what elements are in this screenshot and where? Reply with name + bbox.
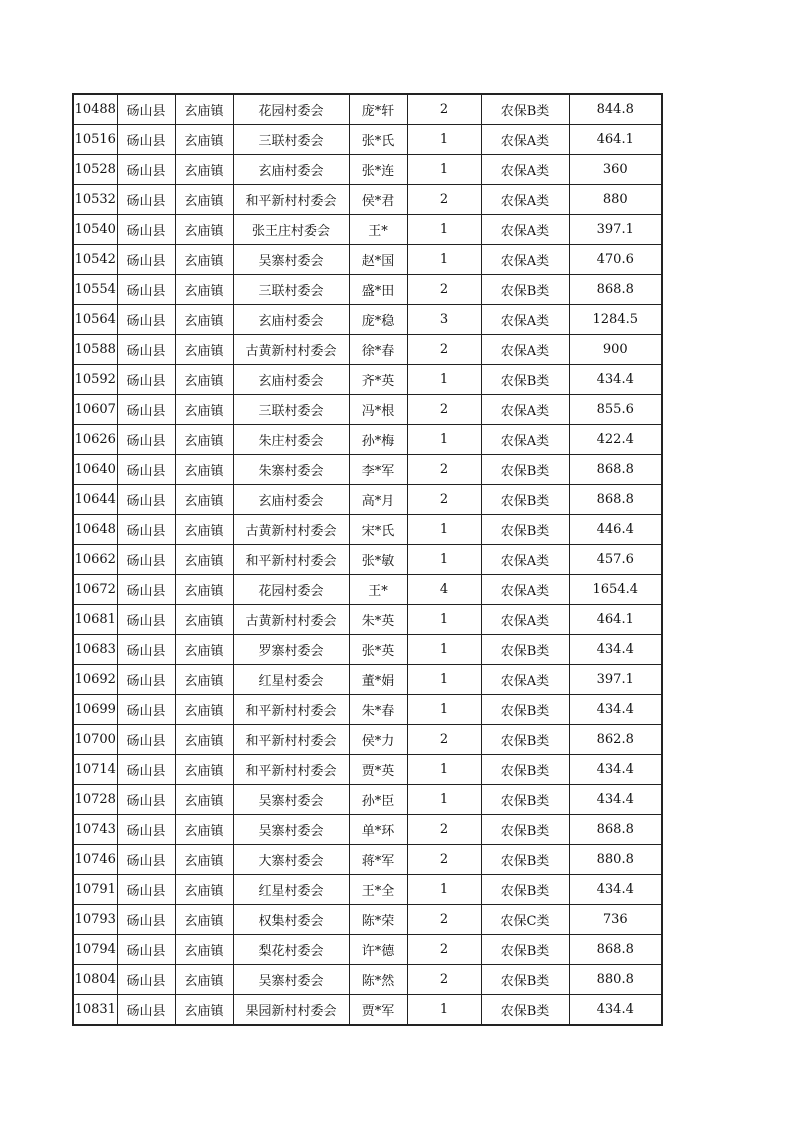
village-cell: 梨花村委会	[233, 935, 349, 965]
amount-cell: 880	[569, 185, 662, 215]
category-cell: 农保A类	[481, 245, 569, 275]
name-cell: 王*全	[349, 875, 407, 905]
county-cell: 砀山县	[117, 335, 175, 365]
town-cell: 玄庙镇	[175, 725, 233, 755]
table-row	[73, 725, 662, 755]
category-cell: 农保B类	[481, 365, 569, 395]
id-cell: 10542	[73, 245, 117, 275]
village-cell: 玄庙村委会	[233, 155, 349, 185]
village-cell: 吴寨村委会	[233, 245, 349, 275]
amount-cell: 1654.4	[569, 575, 662, 605]
town-cell: 玄庙镇	[175, 455, 233, 485]
count-cell: 1	[407, 755, 481, 785]
category-cell: 农保B类	[481, 455, 569, 485]
county-cell: 砀山县	[117, 815, 175, 845]
id-cell: 10681	[73, 605, 117, 635]
count-cell: 1	[407, 785, 481, 815]
table-row	[73, 875, 662, 905]
amount-cell: 880.8	[569, 965, 662, 995]
village-cell: 花园村委会	[233, 575, 349, 605]
category-cell: 农保A类	[481, 185, 569, 215]
county-cell: 砀山县	[117, 94, 175, 125]
county-cell: 砀山县	[117, 905, 175, 935]
count-cell: 2	[407, 185, 481, 215]
table-row	[73, 425, 662, 455]
town-cell: 玄庙镇	[175, 245, 233, 275]
table-row	[73, 635, 662, 665]
county-cell: 砀山县	[117, 785, 175, 815]
id-cell: 10640	[73, 455, 117, 485]
count-cell: 1	[407, 215, 481, 245]
count-cell: 2	[407, 905, 481, 935]
table-body	[73, 94, 662, 1025]
amount-cell: 360	[569, 155, 662, 185]
table-row	[73, 125, 662, 155]
count-cell: 2	[407, 725, 481, 755]
table-row	[73, 995, 662, 1026]
id-cell: 10714	[73, 755, 117, 785]
name-cell: 庞*轩	[349, 94, 407, 125]
category-cell: 农保A类	[481, 425, 569, 455]
id-cell: 10554	[73, 275, 117, 305]
county-cell: 砀山县	[117, 545, 175, 575]
count-cell: 2	[407, 485, 481, 515]
amount-cell: 868.8	[569, 935, 662, 965]
name-cell: 侯*君	[349, 185, 407, 215]
amount-cell: 736	[569, 905, 662, 935]
county-cell: 砀山县	[117, 395, 175, 425]
id-cell: 10644	[73, 485, 117, 515]
village-cell: 红星村委会	[233, 875, 349, 905]
category-cell: 农保B类	[481, 635, 569, 665]
count-cell: 1	[407, 545, 481, 575]
amount-cell: 446.4	[569, 515, 662, 545]
village-cell: 罗寨村委会	[233, 635, 349, 665]
town-cell: 玄庙镇	[175, 575, 233, 605]
id-cell: 10672	[73, 575, 117, 605]
name-cell: 张*氏	[349, 125, 407, 155]
town-cell: 玄庙镇	[175, 605, 233, 635]
count-cell: 1	[407, 155, 481, 185]
town-cell: 玄庙镇	[175, 815, 233, 845]
village-cell: 吴寨村委会	[233, 965, 349, 995]
id-cell: 10804	[73, 965, 117, 995]
county-cell: 砀山县	[117, 515, 175, 545]
category-cell: 农保B类	[481, 875, 569, 905]
amount-cell: 880.8	[569, 845, 662, 875]
name-cell: 侯*力	[349, 725, 407, 755]
id-cell: 10626	[73, 425, 117, 455]
id-cell: 10791	[73, 875, 117, 905]
name-cell: 孙*臣	[349, 785, 407, 815]
county-cell: 砀山县	[117, 155, 175, 185]
id-cell: 10794	[73, 935, 117, 965]
category-cell: 农保A类	[481, 545, 569, 575]
id-cell: 10588	[73, 335, 117, 365]
town-cell: 玄庙镇	[175, 365, 233, 395]
village-cell: 红星村委会	[233, 665, 349, 695]
name-cell: 陈*然	[349, 965, 407, 995]
table-row	[73, 94, 662, 125]
county-cell: 砀山县	[117, 965, 175, 995]
amount-cell: 868.8	[569, 455, 662, 485]
name-cell: 庞*稳	[349, 305, 407, 335]
table-row	[73, 905, 662, 935]
id-cell: 10831	[73, 995, 117, 1026]
county-cell: 砀山县	[117, 455, 175, 485]
village-cell: 古黄新村村委会	[233, 605, 349, 635]
town-cell: 玄庙镇	[175, 305, 233, 335]
id-cell: 10728	[73, 785, 117, 815]
count-cell: 2	[407, 935, 481, 965]
town-cell: 玄庙镇	[175, 755, 233, 785]
name-cell: 贾*英	[349, 755, 407, 785]
count-cell: 1	[407, 245, 481, 275]
town-cell: 玄庙镇	[175, 695, 233, 725]
town-cell: 玄庙镇	[175, 935, 233, 965]
town-cell: 玄庙镇	[175, 215, 233, 245]
category-cell: 农保B类	[481, 785, 569, 815]
category-cell: 农保A类	[481, 155, 569, 185]
amount-cell: 397.1	[569, 665, 662, 695]
count-cell: 2	[407, 94, 481, 125]
amount-cell: 868.8	[569, 485, 662, 515]
count-cell: 2	[407, 335, 481, 365]
name-cell: 张*敏	[349, 545, 407, 575]
category-cell: 农保B类	[481, 995, 569, 1026]
village-cell: 和平新村村委会	[233, 185, 349, 215]
table-row	[73, 395, 662, 425]
id-cell: 10743	[73, 815, 117, 845]
id-cell: 10564	[73, 305, 117, 335]
name-cell: 冯*根	[349, 395, 407, 425]
name-cell: 张*连	[349, 155, 407, 185]
amount-cell: 422.4	[569, 425, 662, 455]
amount-cell: 434.4	[569, 695, 662, 725]
village-cell: 吴寨村委会	[233, 815, 349, 845]
table-row	[73, 455, 662, 485]
amount-cell: 900	[569, 335, 662, 365]
village-cell: 吴寨村委会	[233, 785, 349, 815]
count-cell: 1	[407, 695, 481, 725]
county-cell: 砀山县	[117, 575, 175, 605]
count-cell: 4	[407, 575, 481, 605]
county-cell: 砀山县	[117, 695, 175, 725]
county-cell: 砀山县	[117, 935, 175, 965]
county-cell: 砀山县	[117, 665, 175, 695]
town-cell: 玄庙镇	[175, 335, 233, 365]
name-cell: 朱*春	[349, 695, 407, 725]
town-cell: 玄庙镇	[175, 845, 233, 875]
table-row	[73, 305, 662, 335]
village-cell: 三联村委会	[233, 125, 349, 155]
amount-cell: 464.1	[569, 125, 662, 155]
table-row	[73, 185, 662, 215]
county-cell: 砀山县	[117, 425, 175, 455]
id-cell: 10793	[73, 905, 117, 935]
town-cell: 玄庙镇	[175, 395, 233, 425]
table-row	[73, 245, 662, 275]
amount-cell: 457.6	[569, 545, 662, 575]
village-cell: 古黄新村村委会	[233, 515, 349, 545]
category-cell: 农保B类	[481, 94, 569, 125]
id-cell: 10662	[73, 545, 117, 575]
village-cell: 和平新村村委会	[233, 725, 349, 755]
id-cell: 10700	[73, 725, 117, 755]
category-cell: 农保B类	[481, 845, 569, 875]
id-cell: 10692	[73, 665, 117, 695]
category-cell: 农保A类	[481, 605, 569, 635]
id-cell: 10592	[73, 365, 117, 395]
county-cell: 砀山县	[117, 185, 175, 215]
amount-cell: 868.8	[569, 815, 662, 845]
village-cell: 权集村委会	[233, 905, 349, 935]
category-cell: 农保B类	[481, 695, 569, 725]
table-row	[73, 785, 662, 815]
table-row	[73, 965, 662, 995]
county-cell: 砀山县	[117, 125, 175, 155]
category-cell: 农保A类	[481, 305, 569, 335]
village-cell: 玄庙村委会	[233, 305, 349, 335]
category-cell: 农保B类	[481, 515, 569, 545]
category-cell: 农保A类	[481, 575, 569, 605]
amount-cell: 470.6	[569, 245, 662, 275]
table-row	[73, 215, 662, 245]
amount-cell: 434.4	[569, 755, 662, 785]
table-row	[73, 515, 662, 545]
category-cell: 农保B类	[481, 815, 569, 845]
count-cell: 2	[407, 275, 481, 305]
town-cell: 玄庙镇	[175, 995, 233, 1026]
village-cell: 朱庄村委会	[233, 425, 349, 455]
name-cell: 李*军	[349, 455, 407, 485]
town-cell: 玄庙镇	[175, 875, 233, 905]
name-cell: 朱*英	[349, 605, 407, 635]
category-cell: 农保A类	[481, 395, 569, 425]
county-cell: 砀山县	[117, 485, 175, 515]
town-cell: 玄庙镇	[175, 125, 233, 155]
town-cell: 玄庙镇	[175, 155, 233, 185]
table-row	[73, 335, 662, 365]
table-row	[73, 605, 662, 635]
name-cell: 宋*氏	[349, 515, 407, 545]
count-cell: 2	[407, 965, 481, 995]
village-cell: 三联村委会	[233, 395, 349, 425]
amount-cell: 855.6	[569, 395, 662, 425]
table-row	[73, 665, 662, 695]
name-cell: 孙*梅	[349, 425, 407, 455]
town-cell: 玄庙镇	[175, 965, 233, 995]
county-cell: 砀山县	[117, 245, 175, 275]
amount-cell: 464.1	[569, 605, 662, 635]
category-cell: 农保A类	[481, 215, 569, 245]
name-cell: 陈*荣	[349, 905, 407, 935]
category-cell: 农保C类	[481, 905, 569, 935]
village-cell: 玄庙村委会	[233, 365, 349, 395]
county-cell: 砀山县	[117, 365, 175, 395]
category-cell: 农保A类	[481, 665, 569, 695]
county-cell: 砀山县	[117, 845, 175, 875]
id-cell: 10516	[73, 125, 117, 155]
table-row	[73, 155, 662, 185]
village-cell: 玄庙村委会	[233, 485, 349, 515]
village-cell: 朱寨村委会	[233, 455, 349, 485]
village-cell: 和平新村村委会	[233, 695, 349, 725]
amount-cell: 434.4	[569, 365, 662, 395]
id-cell: 10488	[73, 94, 117, 125]
name-cell: 王*	[349, 215, 407, 245]
id-cell: 10528	[73, 155, 117, 185]
category-cell: 农保B类	[481, 275, 569, 305]
table-row	[73, 695, 662, 725]
table-row	[73, 815, 662, 845]
name-cell: 蒋*军	[349, 845, 407, 875]
count-cell: 2	[407, 815, 481, 845]
id-cell: 10607	[73, 395, 117, 425]
village-cell: 花园村委会	[233, 94, 349, 125]
amount-cell: 868.8	[569, 275, 662, 305]
count-cell: 1	[407, 125, 481, 155]
category-cell: 农保A类	[481, 335, 569, 365]
table-row	[73, 275, 662, 305]
id-cell: 10532	[73, 185, 117, 215]
count-cell: 3	[407, 305, 481, 335]
town-cell: 玄庙镇	[175, 905, 233, 935]
name-cell: 齐*英	[349, 365, 407, 395]
town-cell: 玄庙镇	[175, 665, 233, 695]
id-cell: 10648	[73, 515, 117, 545]
count-cell: 1	[407, 605, 481, 635]
village-cell: 果园新村村委会	[233, 995, 349, 1026]
town-cell: 玄庙镇	[175, 425, 233, 455]
amount-cell: 434.4	[569, 875, 662, 905]
name-cell: 王*	[349, 575, 407, 605]
town-cell: 玄庙镇	[175, 515, 233, 545]
name-cell: 高*月	[349, 485, 407, 515]
count-cell: 2	[407, 845, 481, 875]
village-cell: 大寨村委会	[233, 845, 349, 875]
count-cell: 1	[407, 425, 481, 455]
amount-cell: 434.4	[569, 635, 662, 665]
amount-cell: 844.8	[569, 94, 662, 125]
county-cell: 砀山县	[117, 215, 175, 245]
village-cell: 张王庄村委会	[233, 215, 349, 245]
amount-cell: 434.4	[569, 995, 662, 1026]
count-cell: 2	[407, 455, 481, 485]
county-cell: 砀山县	[117, 605, 175, 635]
count-cell: 1	[407, 875, 481, 905]
name-cell: 盛*田	[349, 275, 407, 305]
category-cell: 农保A类	[481, 125, 569, 155]
village-cell: 古黄新村村委会	[233, 335, 349, 365]
count-cell: 1	[407, 995, 481, 1026]
town-cell: 玄庙镇	[175, 485, 233, 515]
amount-cell: 862.8	[569, 725, 662, 755]
count-cell: 1	[407, 515, 481, 545]
amount-cell: 1284.5	[569, 305, 662, 335]
county-cell: 砀山县	[117, 755, 175, 785]
id-cell: 10540	[73, 215, 117, 245]
county-cell: 砀山县	[117, 275, 175, 305]
category-cell: 农保B类	[481, 935, 569, 965]
table-row	[73, 845, 662, 875]
name-cell: 单*环	[349, 815, 407, 845]
table-row	[73, 575, 662, 605]
id-cell: 10683	[73, 635, 117, 665]
amount-cell: 397.1	[569, 215, 662, 245]
table-row	[73, 485, 662, 515]
village-cell: 和平新村村委会	[233, 755, 349, 785]
category-cell: 农保B类	[481, 965, 569, 995]
name-cell: 许*德	[349, 935, 407, 965]
town-cell: 玄庙镇	[175, 635, 233, 665]
records-table	[72, 93, 663, 1026]
table-row	[73, 365, 662, 395]
county-cell: 砀山县	[117, 875, 175, 905]
name-cell: 董*娟	[349, 665, 407, 695]
county-cell: 砀山县	[117, 995, 175, 1026]
count-cell: 1	[407, 665, 481, 695]
amount-cell: 434.4	[569, 785, 662, 815]
town-cell: 玄庙镇	[175, 94, 233, 125]
table-row	[73, 935, 662, 965]
category-cell: 农保B类	[481, 755, 569, 785]
town-cell: 玄庙镇	[175, 545, 233, 575]
county-cell: 砀山县	[117, 305, 175, 335]
name-cell: 张*英	[349, 635, 407, 665]
town-cell: 玄庙镇	[175, 275, 233, 305]
category-cell: 农保B类	[481, 725, 569, 755]
id-cell: 10699	[73, 695, 117, 725]
name-cell: 贾*军	[349, 995, 407, 1026]
village-cell: 和平新村村委会	[233, 545, 349, 575]
count-cell: 2	[407, 395, 481, 425]
table-row	[73, 545, 662, 575]
name-cell: 赵*国	[349, 245, 407, 275]
category-cell: 农保B类	[481, 485, 569, 515]
name-cell: 徐*春	[349, 335, 407, 365]
county-cell: 砀山县	[117, 635, 175, 665]
count-cell: 1	[407, 635, 481, 665]
count-cell: 1	[407, 365, 481, 395]
town-cell: 玄庙镇	[175, 785, 233, 815]
county-cell: 砀山县	[117, 725, 175, 755]
table-row	[73, 755, 662, 785]
village-cell: 三联村委会	[233, 275, 349, 305]
id-cell: 10746	[73, 845, 117, 875]
town-cell: 玄庙镇	[175, 185, 233, 215]
